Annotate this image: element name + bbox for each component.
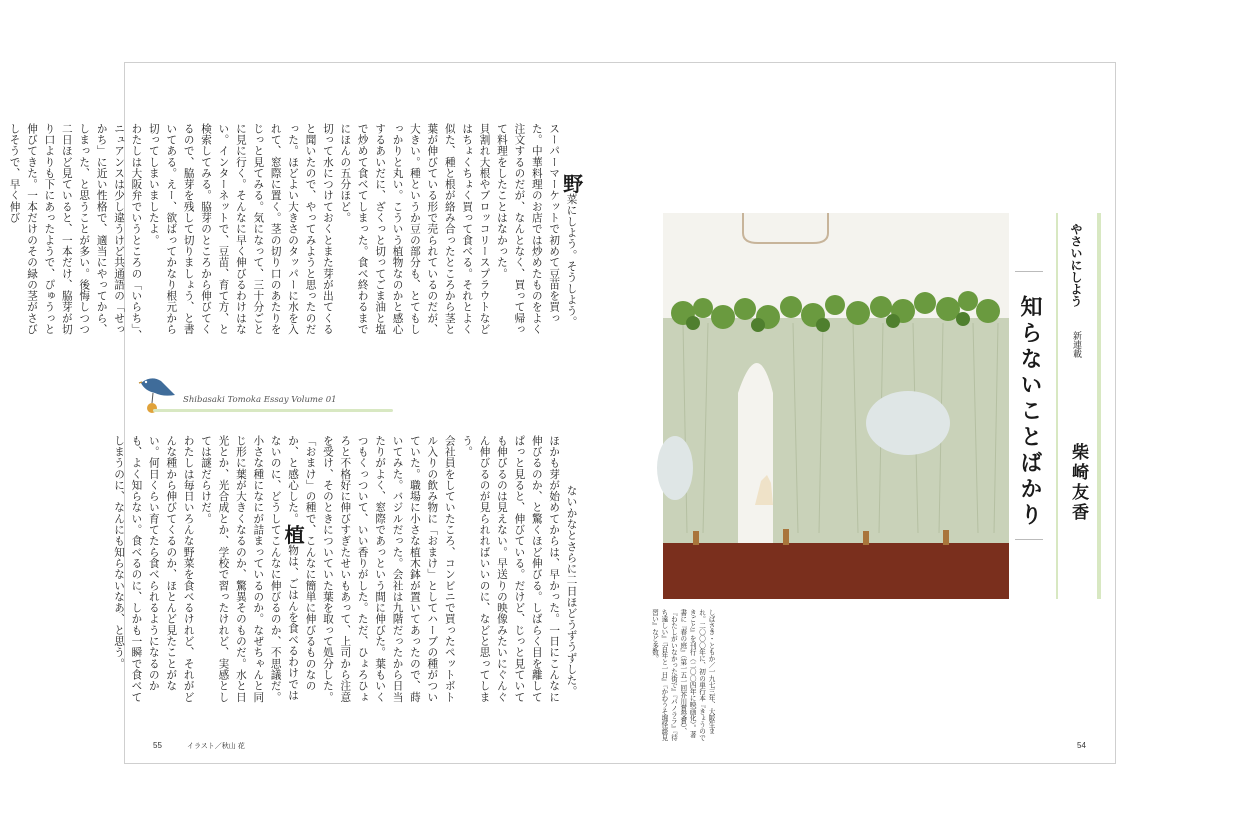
- page-number-right: 54: [1077, 741, 1086, 750]
- essay-text-bottom-pre: ないかなとさらに二日ほどうずうずした。ほかも芽が始めてからは、早かった。一日にこんなに伸びるのか、と驚くほど伸びる。しばらく目を離してぱっと見ると、伸びている。だけど、じっと見ていても伸びるのは見えない。早送りの映像みたいにぐんぐん伸びるのが見られればいいのに、などと思ってしまう。 会社員をしていたころ、コンビニで買ったペットボトル入りの飲み物に「おまけ」としてハーブの種がついていた。職場に小さな植木鉢が置いてあったので、蒔いてみた。バジルだった。会社は九階だったから日当たりがよく、窓際であっという間に伸びた。葉もいくつもくっついて、いい香りがした。ただ、ひょろひょろと不格好に伸びすぎたせいもあって、上司から注意を受け、そのときについていた葉を取って処分した。「おまけ」の種で、こんなに簡単に伸びるものなのか、と感心した。: [287, 435, 578, 703]
- title-accent-bar-right: [1097, 213, 1101, 599]
- author-name: 柴崎友香: [1068, 443, 1088, 523]
- title-rule-top: [1015, 271, 1043, 272]
- page-number-left: 55: [153, 741, 162, 750]
- essay-text-bottom: 物は、ごはんを食べるわけではないのに、どうしてこんなに伸びるのか、不思議だ。小さな種になにが詰まっているのか。なぜちゃんと同じ形に葉が大きくなるのか、驚異そのものだ。水と日光とか、光合成とか、学校で習ったけれど、実感としては謎だらけだ。 わたしは毎日いろんな野菜を食べるけれど、それがどんな種から伸びてくるのか、ほとんど見たことがない。何日くらい育てたら食べられるようになるのかも、よく知らない。食べるのに、しかも一瞬で食べてしまうのに、なんにも知らないなあ、と思う。: [113, 435, 300, 703]
- series-label: Shibasaki Tomoka Essay Volume 01: [183, 395, 337, 405]
- illustration: [663, 213, 1009, 599]
- illustration-credit: イラスト／秋山 花: [187, 743, 245, 750]
- title-rule-bottom: [1015, 539, 1043, 540]
- essay-title: 知らないことばかり: [1017, 295, 1043, 529]
- author-bio: しばさき・ともか／一九七三年、大阪生まれ。二〇〇〇年に、初の単行本『きょうのできごと』を刊行（二〇〇四年に映画化）。著書に『春の庭』（第一五一回芥川賞受賞）、『わたしがいなかった街で』『パノララ』『待ち遠しい』『百年と一日』『かわうそ堀怪談見習い』など多数。: [650, 609, 715, 741]
- series-tag: 新連載: [1071, 331, 1081, 358]
- magazine-spread: [8, 62, 1116, 764]
- title-accent-bar-left: [1056, 213, 1058, 599]
- title-block: [1056, 213, 1101, 599]
- kicker: やさいにしよう: [1069, 223, 1083, 307]
- series-rule: [153, 409, 393, 412]
- essay-text-top: 菜にしよう。そうしよう。 スーパーマーケットで初めて豆苗を買った。中華料理のお店では炒めたものをよく注文するのだが、なんとなく、買って帰って料理をしたことはなかった。 貝割れ大根やブロッコリースプラウトなどはちょくちょく買って食べる。それとよく似た、種と根が絡み合ったところから茎と葉が伸びている形で売られているのだが、大きい。種というか豆の部分も、とてもしっかりと丸い。こういう植物なのかと感心するあいだに、ざくっと切ってごま油と塩で炒めて食べてしまった。食べ終わるまでにほんの五分ほど。 切って水につけておくとまた芽が出てくると聞いたので、やってみようと思ったのだった。ほどよい大きさのタッパーに水を入れて、窓際に置く。茎の切り口のあたりをじっと見てみる。気になって、三十分ごとに見に行く。そんなに早く伸びるわけはない。インターネットで、豆苗、育て方、と検索してみる。脇芽のところから伸びてくるので、脇芽を残して切りましょう、と書いてある。えー、欲ばってかなり根元から切ってしまいましたよ。 わたしは大阪弁でいうところの「いらち」、ニュアンスは少し違うけど共通語の「せっかち」に近い性格で、適当にやってから、しまった、と思うことが多い。後悔しつつ二日ほど見ていると、一本だけ、脇芽が切り口よりも下にあったようで、ぴゅうっと伸びてきた。一本だけのその緑の茎がさびしそうで、早く伸び: [8, 123, 578, 341]
- drop-heading-no: 野: [559, 173, 584, 194]
- essay-column-top: [8, 123, 597, 343]
- drop-heading-shoku: 植: [281, 524, 306, 545]
- essay-column-bottom: [113, 435, 597, 705]
